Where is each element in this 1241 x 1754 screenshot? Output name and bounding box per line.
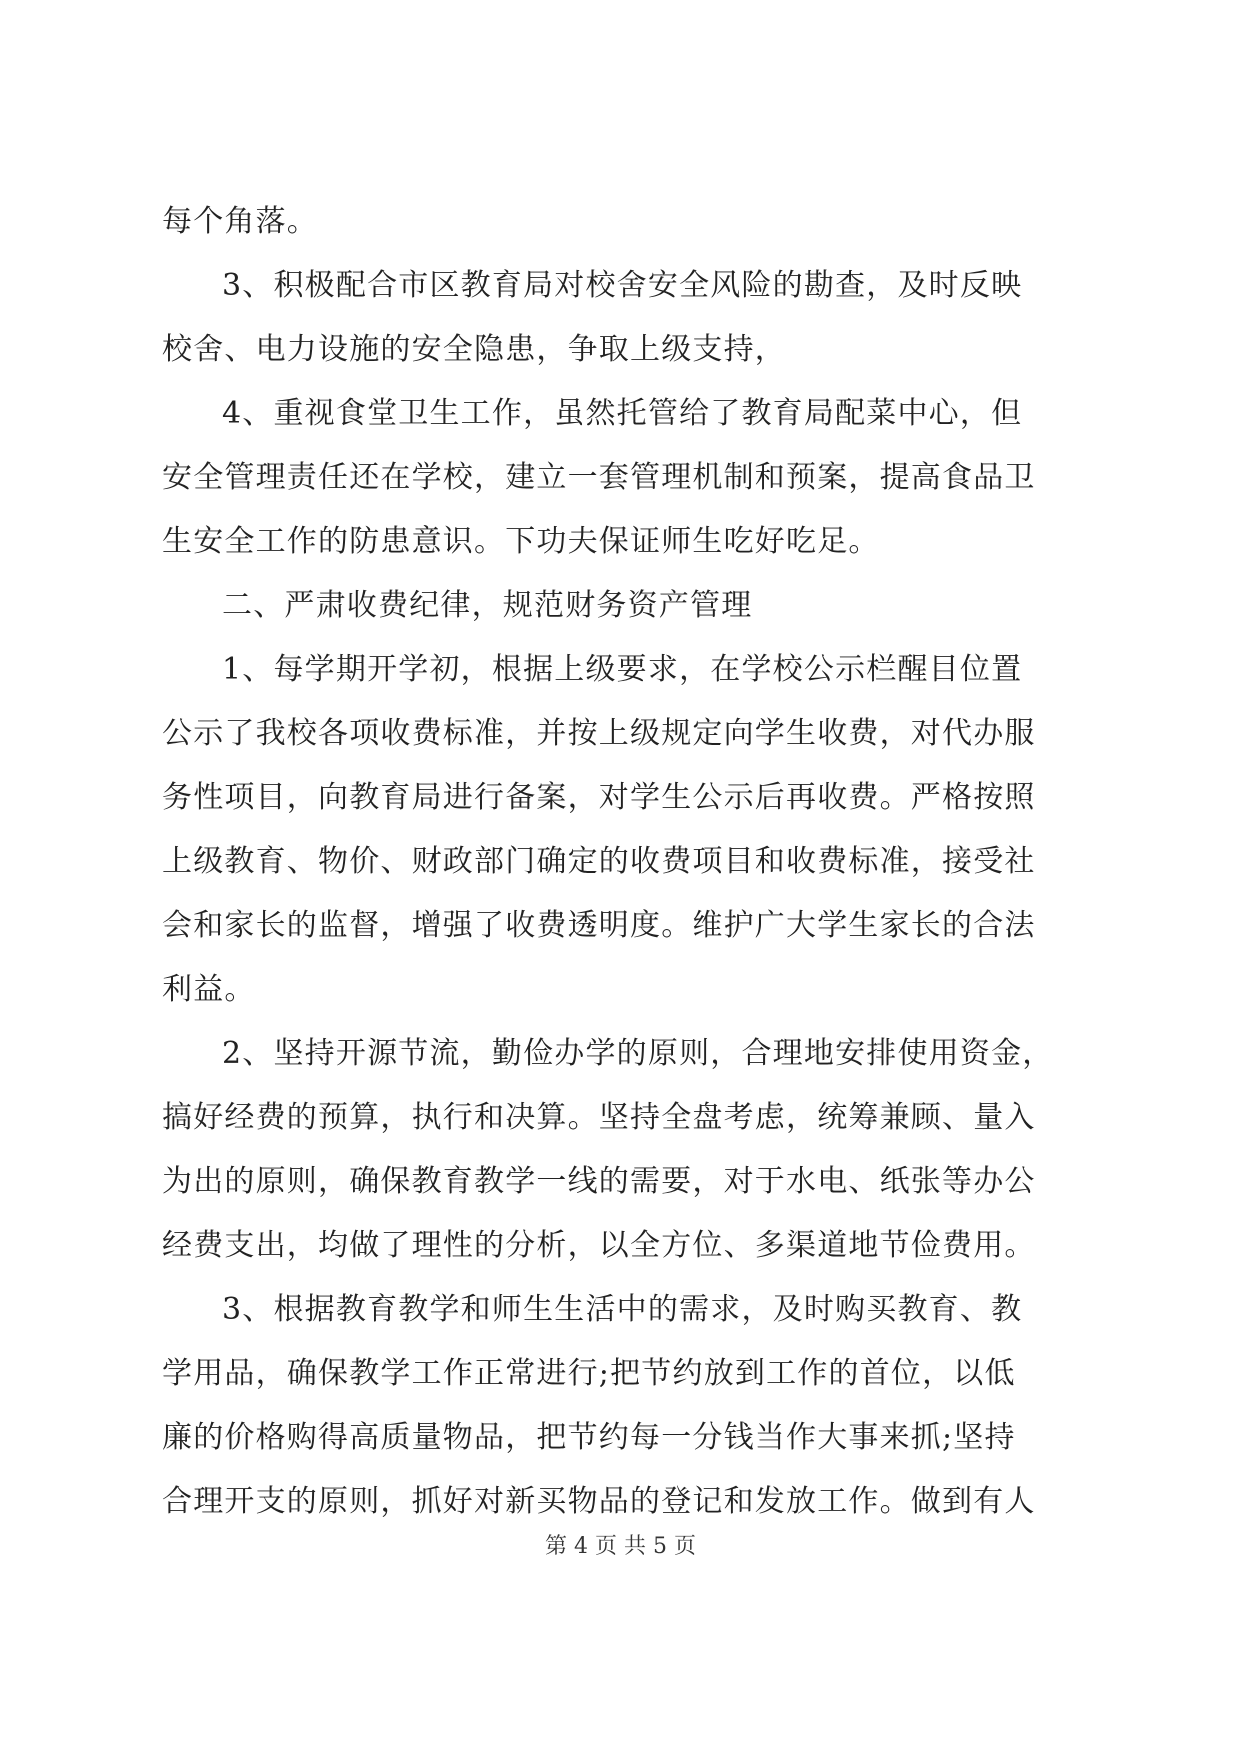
text-line: 2、坚持开源节流，勤俭办学的原则，合理地安排使用资金， bbox=[222, 1036, 1054, 1071]
text-line: 上级教育、物价、财政部门确定的收费项目和收费标准，接受社 bbox=[162, 844, 1036, 879]
text-line: 廉的价格购得高质量物品，把节约每一分钱当作大事来抓;坚持 bbox=[162, 1420, 1016, 1455]
text-line: 3、积极配合市区教育局对校舍安全风险的勘查，及时反映 bbox=[222, 268, 1023, 303]
text-line: 务性项目，向教育局进行备案，对学生公示后再收费。严格按照 bbox=[162, 780, 1036, 815]
text-line: 搞好经费的预算，执行和决算。坚持全盘考虑，统筹兼顾、量入 bbox=[162, 1100, 1036, 1135]
text-line: 3、根据教育教学和师生生活中的需求，及时购买教育、教 bbox=[222, 1292, 1023, 1327]
text-line: 生安全工作的防患意识。下功夫保证师生吃好吃足。 bbox=[162, 524, 880, 559]
text-line: 利益。 bbox=[162, 972, 256, 1007]
text-line: 学用品，确保教学工作正常进行;把节约放到工作的首位，以低 bbox=[162, 1356, 1016, 1391]
text-line: 4、重视食堂卫生工作，虽然托管给了教育局配菜中心，但 bbox=[222, 396, 1023, 431]
text-line: 公示了我校各项收费标准，并按上级规定向学生收费，对代办服 bbox=[162, 716, 1036, 751]
section-heading: 二、严肃收费纪律，规范财务资产管理 bbox=[222, 588, 753, 623]
text-line: 为出的原则，确保教育教学一线的需要，对于水电、纸张等办公 bbox=[162, 1164, 1036, 1199]
text-line: 会和家长的监督，增强了收费透明度。维护广大学生家长的合法 bbox=[162, 908, 1036, 943]
document-body bbox=[162, 190, 1082, 1534]
text-line: 经费支出，均做了理性的分析，以全方位、多渠道地节俭费用。 bbox=[162, 1228, 1036, 1263]
page-number: 第 4 页 共 5 页 bbox=[545, 1534, 696, 1559]
text-line: 每个角落。 bbox=[162, 204, 318, 239]
text-line: 校舍、电力设施的安全隐患，争取上级支持， bbox=[162, 332, 786, 367]
text-line: 合理开支的原则，抓好对新买物品的登记和发放工作。做到有人 bbox=[162, 1484, 1036, 1519]
text-line: 安全管理责任还在学校，建立一套管理机制和预案，提高食品卫 bbox=[162, 460, 1036, 495]
text-line: 1、每学期开学初，根据上级要求，在学校公示栏醒目位置 bbox=[222, 652, 1023, 687]
